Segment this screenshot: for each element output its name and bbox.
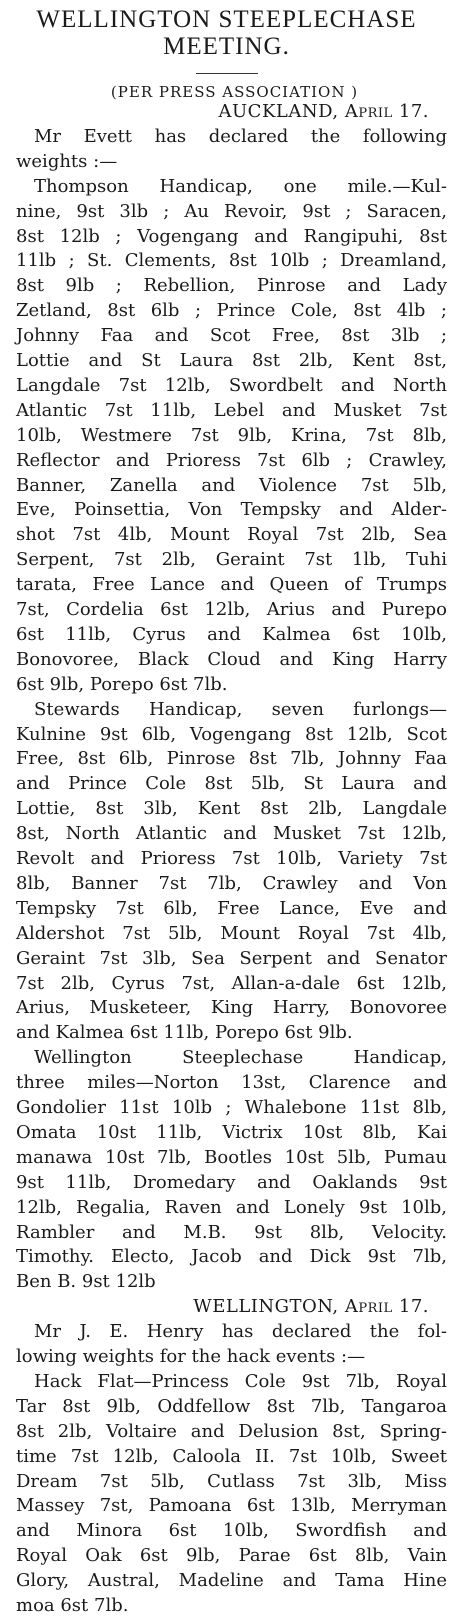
text-line: Eve, Poinsettia, Von Tempsky and Alder- — [16, 499, 447, 521]
text-line: manawa 10st 7lb, Bootles 10st 5lb, Pumau — [16, 1146, 447, 1168]
text-line: Serpent, 7st 2lb, Geraint 7st 1lb, Tuhi — [16, 549, 447, 571]
text-line: 8st 12lb ; Vogengang and Rangipuhi, 8st — [16, 225, 447, 247]
text-line: Zetland, 8st 6lb ; Prince Cole, 8st 4lb ; — [16, 300, 447, 322]
text-line: 8lb, Banner 7st 7lb, Crawley and Von — [16, 872, 447, 894]
text-line: Johnny Faa and Scot Free, 8st 3lb ; — [16, 325, 447, 347]
dateline-auckland: AUCKLAND, April 17. — [218, 101, 429, 122]
text-line: 7st 2lb, Cyrus 7st, Allan-a-dale 6st 12lb, — [16, 972, 447, 994]
text-line: Omata 10st 11lb, Victrix 10st 8lb, Kai — [16, 1121, 447, 1143]
text-line: Aldershot 7st 5lb, Mount Royal 7st 4lb, — [16, 922, 447, 944]
text-line: 8st 2lb, Voltaire and Delusion 8st, Spring- — [16, 1420, 447, 1442]
text-line: Geraint 7st 3lb, Sea Serpent and Senator — [16, 947, 447, 969]
dateline-wellington: WELLINGTON, April 17. — [193, 1296, 429, 1318]
text-line: time 7st 12lb, Caloola II. 7st 10lb, Sweet — [16, 1445, 447, 1467]
text-line: shot 7st 4lb, Mount Royal 7st 2lb, Sea — [16, 524, 447, 546]
text-line: Tempsky 7st 6lb, Free Lance, Eve and — [16, 897, 447, 919]
text-line: and Minora 6st 10lb, Swordfish and — [16, 1520, 447, 1542]
text-line: Mr Evett has declared the following — [34, 125, 447, 147]
text-line: Royal Oak 6st 9lb, Parae 6st 8lb, Vain — [16, 1545, 447, 1567]
text-line: 7st, Cordelia 6st 12lb, Arius and Purepo — [16, 599, 447, 620]
text-line: Gondolier 11st 10lb ; Whalebone 11st 8lb, — [16, 1097, 447, 1118]
text-line: 8st 9lb ; Rebellion, Pinrose and Lady — [16, 275, 447, 297]
text-line: Lottie and St Laura 8st 2lb, Kent 8st, — [16, 350, 447, 371]
text-line: 10lb, Westmere 7st 9lb, Krina, 7st 8lb, — [16, 424, 447, 446]
text-line: Reflector and Prioress 7st 6lb ; Crawley, — [16, 449, 447, 471]
text-line: Stewards Handicap, seven furlongs— — [34, 698, 447, 720]
text-line: 9st 11lb, Dromedary and Oaklands 9st — [16, 1171, 447, 1193]
text-line: three miles—Norton 13st, Clarence and — [16, 1072, 447, 1094]
text-line: Banner, Zanella and Violence 7st 5lb, — [16, 474, 447, 496]
text-line: 8st, North Atlantic and Musket 7st 12lb, — [16, 823, 447, 845]
headline-rule — [196, 73, 258, 74]
text-line: Timothy. Electo, Jacob and Dick 9st 7lb, — [16, 1246, 447, 1268]
text-line: Kulnine 9st 6lb, Vogengang 8st 12lb, Scot — [16, 723, 447, 745]
text-line: 6st 9lb, Porepo 6st 7lb. — [16, 673, 228, 695]
text-line: Hack Flat—Princess Cole 9st 7lb, Royal — [34, 1370, 447, 1392]
text-line: and Kalmea 6st 11lb, Porepo 6st 9lb. — [16, 1022, 353, 1044]
text-line: nine, 9st 3lb ; Au Revoir, 9st ; Saracen, — [16, 200, 447, 222]
text-line: Rambler and M.B. 9st 8lb, Velocity. — [16, 1221, 447, 1243]
text-line: Glory, Austral, Madeline and Tama Hine — [16, 1570, 447, 1592]
text-line: Tar 8st 9lb, Oddfellow 8st 7lb, Tangaroa — [16, 1395, 447, 1417]
text-line: Revolt and Prioress 7st 10lb, Variety 7st — [16, 848, 447, 869]
text-line: Atlantic 7st 11lb, Lebel and Musket 7st — [16, 399, 447, 421]
text-line: Bonovoree, Black Cloud and King Harry — [16, 648, 447, 670]
text-line: Mr J. E. Henry has declared the fol- — [34, 1321, 447, 1343]
text-line: Thompson Handicap, one mile.—Kul- — [34, 175, 447, 197]
text-line: Arius, Musketeer, King Harry, Bonovoree — [16, 997, 447, 1019]
text-line: Lottie, 8st 3lb, Kent 8st 2lb, Langdale — [16, 798, 447, 820]
text-line: moa 6st 7lb. — [16, 1595, 129, 1616]
text-line: weights :— — [16, 150, 118, 172]
headline-line-2: MEETING. — [163, 33, 290, 60]
text-line: 12lb, Regalia, Raven and Lonely 9st 10lb, — [16, 1196, 447, 1218]
text-line: Massey 7st, Pamoana 6st 13lb, Merryman — [16, 1495, 447, 1517]
text-line: Free, 8st 6lb, Pinrose 8st 7lb, Johnny Faa — [16, 748, 447, 770]
text-line: Wellington Steeplechase Handicap, — [34, 1047, 447, 1069]
text-line: Dream 7st 5lb, Cutlass 7st 3lb, Miss — [16, 1470, 447, 1492]
text-line: and Prince Cole 8st 5lb, St Laura and — [16, 773, 447, 795]
headline-line-1: WELLINGTON STEEPLECHASE — [36, 6, 417, 33]
text-line: 11lb ; St. Clements, 8st 10lb ; Dreamland, — [16, 250, 447, 272]
press-credit: (PER PRESS ASSOCIATION ) — [110, 83, 359, 101]
text-line: Langdale 7st 12lb, Swordbelt and North — [16, 374, 447, 396]
text-line: lowing weights for the hack events :— — [16, 1346, 366, 1367]
text-line: 6st 11lb, Cyrus and Kalmea 6st 10lb, — [16, 623, 447, 645]
text-line: Ben B. 9st 12lb — [16, 1271, 156, 1293]
text-line: tarata, Free Lance and Queen of Trumps — [16, 574, 447, 596]
